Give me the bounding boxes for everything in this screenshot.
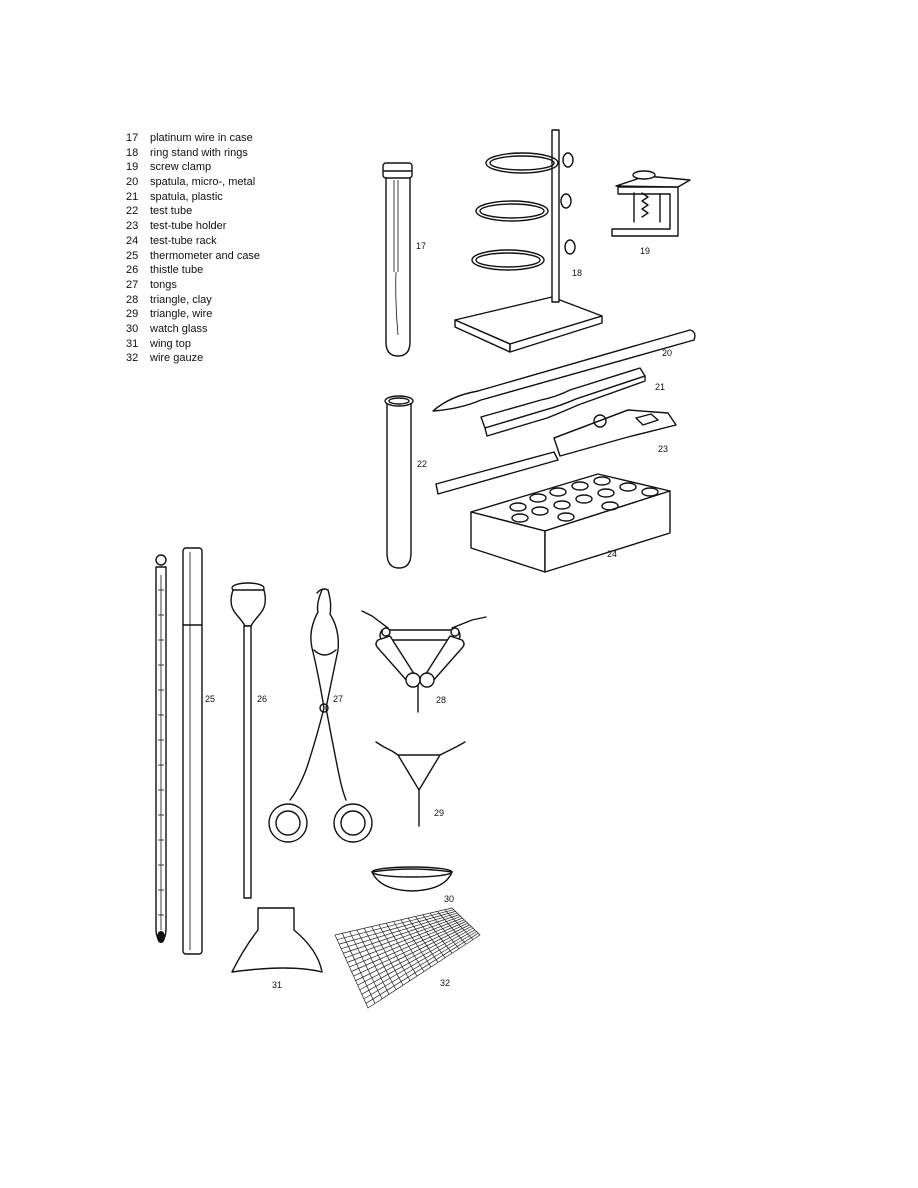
- legend-label: platinum wire in case: [150, 132, 253, 144]
- legend-number: 23: [126, 220, 139, 233]
- legend-number: 26: [126, 264, 139, 277]
- gauze-wire: [352, 922, 467, 972]
- legend-label: test-tube rack: [150, 234, 217, 247]
- test-tube-holder-drawing: [436, 410, 676, 494]
- callout-29: 29: [434, 808, 445, 818]
- clay-triangle-drawing: [362, 611, 486, 712]
- callout-19: 19: [640, 246, 651, 256]
- thistle-tube-drawing: [231, 583, 268, 898]
- legend-number: 32: [126, 352, 139, 365]
- legend-number: 28: [126, 293, 139, 306]
- wire-triangle-drawing: [376, 742, 465, 826]
- callout-25: 25: [205, 694, 216, 704]
- wing-top-drawing: [232, 908, 322, 972]
- legend-label: test-tube holder: [150, 220, 227, 233]
- ring-stand-drawing: [455, 130, 602, 352]
- legend-number: 20: [126, 176, 139, 189]
- legend-label: screw clamp: [150, 161, 212, 174]
- callout-31: 31: [272, 980, 283, 990]
- legend-label: triangle, wire: [150, 308, 213, 321]
- legend-number: 19: [126, 161, 139, 174]
- legend-number: 30: [126, 322, 139, 335]
- legend-number: 18: [126, 146, 139, 159]
- callout-24: 24: [607, 549, 618, 559]
- legend-number: 29: [126, 308, 139, 321]
- tongs-drawing: [269, 589, 372, 842]
- legend-number: 17: [126, 132, 139, 144]
- callout-23: 23: [658, 444, 669, 454]
- legend-label: spatula, micro-, metal: [150, 176, 256, 189]
- gauze-wire: [358, 927, 472, 986]
- thermometer-drawing: [156, 548, 202, 954]
- legend-label: watch glass: [150, 322, 208, 335]
- callout-21: 21: [655, 382, 666, 392]
- legend-number: 25: [126, 249, 139, 262]
- legend-label: wire gauze: [150, 352, 204, 365]
- callout-22: 22: [417, 459, 428, 469]
- legend-label: thermometer and case: [150, 249, 261, 262]
- gauze-wire: [401, 920, 431, 967]
- legend-number: 22: [126, 205, 139, 218]
- screw-clamp-drawing: [612, 171, 690, 236]
- callout-27: 27: [333, 694, 344, 704]
- callout-28: 28: [436, 695, 447, 705]
- legend-number: 31: [126, 337, 139, 350]
- callout-18: 18: [572, 268, 583, 278]
- legend-label: thistle tube: [150, 264, 204, 277]
- legend-label: ring stand with rings: [150, 146, 248, 159]
- legend-label: tongs: [150, 278, 177, 291]
- legend-label: wing top: [150, 337, 191, 350]
- platinum-wire-case-drawing: [383, 163, 412, 356]
- legend-label: spatula, plastic: [150, 190, 223, 203]
- wire-gauze-drawing: [335, 908, 480, 1008]
- callout-26: 26: [257, 694, 268, 704]
- callout-20: 20: [662, 348, 673, 358]
- legend-label: triangle, clay: [150, 293, 212, 306]
- legend-number: 27: [126, 278, 139, 291]
- callout-17: 17: [416, 241, 427, 251]
- legend-number: 21: [126, 190, 139, 203]
- gauze-wire: [366, 933, 478, 1003]
- legend-number: 24: [126, 234, 139, 247]
- test-tube-rack-drawing: [471, 474, 670, 572]
- callout-32: 32: [440, 978, 451, 988]
- legend-label: test tube: [150, 205, 193, 218]
- test-tube-drawing: [385, 396, 413, 568]
- watch-glass-drawing: [372, 867, 452, 891]
- callout-30: 30: [444, 894, 455, 904]
